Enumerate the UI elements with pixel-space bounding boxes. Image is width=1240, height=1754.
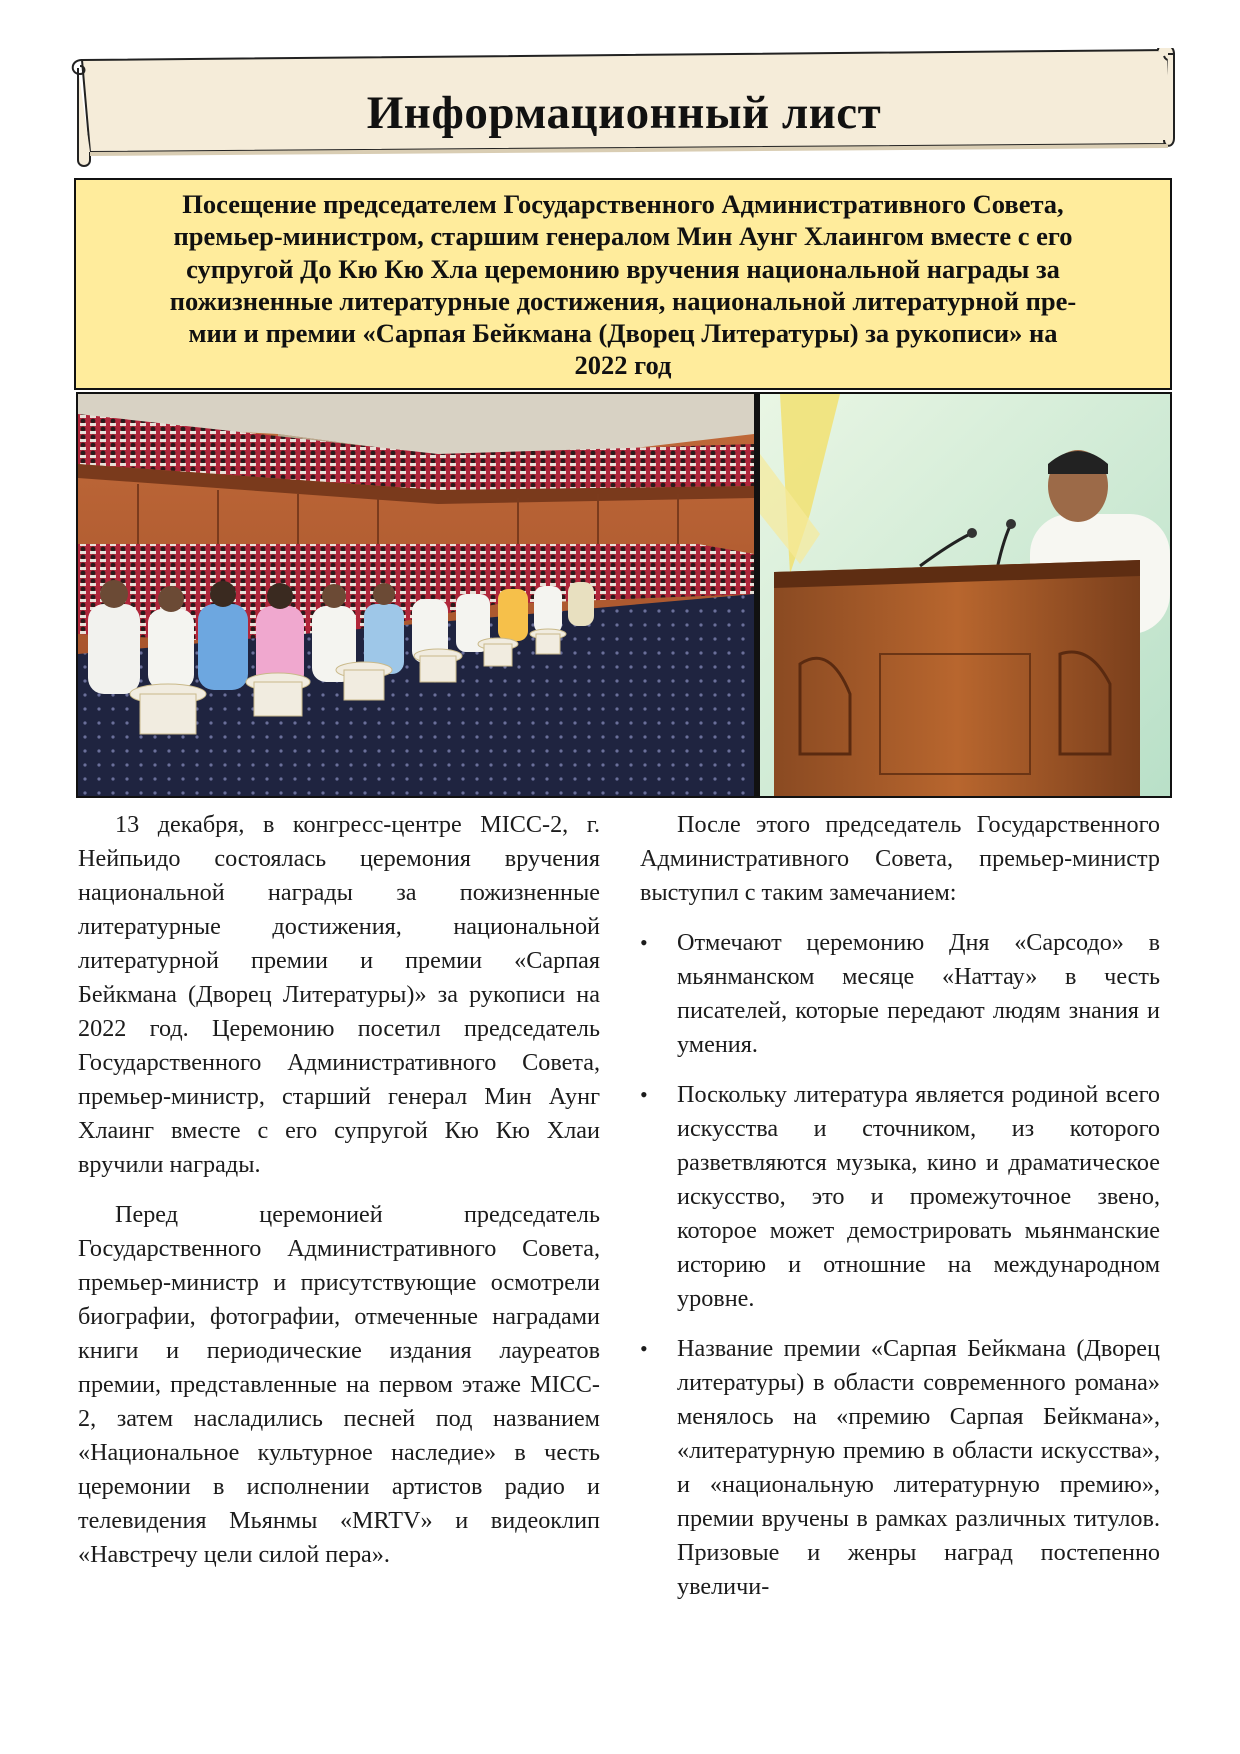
list-item [640,926,1160,1062]
article-left-column [78,808,600,1588]
list-item-text: Поскольку литература является родиной всего искусства и сточником, из которого разветвляются музыка, кино и драматическое искусство, это и промежуточное звено, которое может демострировать мьянманские историю и отношние на международном уровне. [677,1081,1160,1312]
bullet-icon: • [640,1082,648,1107]
speaker-podium-photo [760,394,1170,796]
headline-box [74,178,1172,390]
headline-line: 2022 год [574,350,672,381]
list-item-text: Название премии «Сарпая Бейкмана (Дворец литературы) в области современного романа» менялось на «премию Сарпая Бейкмана», «литературную премию в области искусства», и «национальную литературную премию», премии вручены в рамках различных титулов. Призовые и женры наград постепенно увеличи- [677,1335,1160,1600]
article-right-column [640,808,1160,1620]
list-item [640,1078,1160,1316]
title-banner [68,48,1180,168]
remarks-list [640,926,1160,1604]
article-paragraph: После этого председатель Государственного Административного Совета, премьер-министр выступил с таким замечанием: [640,811,1160,906]
bullet-icon: • [640,1336,648,1361]
page-title: Информационный лист [366,87,882,139]
ceremony-hall-photo [78,394,754,796]
headline-line: мии и премии «Сарпая Бейкмана (Дворец Литературы) за рукописи» на [188,318,1058,349]
list-item [640,1332,1160,1604]
list-item-text: Отмечают церемонию Дня «Сарсодо» в мьянманском месяце «Наттау» в честь писателей, которые передают людям знания и умения. [677,929,1160,1058]
article-paragraph: Перед церемонией председатель Государственного Административного Совета, премьер-министр и присутствующие осмотрели биографии, фотографии, отмеченные наградами книги и периодические издания лауреатов премии, представленные на первом этаже MICC-2, затем насладились песней под названием «Национальное культурное наследие» в честь церемонии в исполнении артистов радио и телевидения Мьянмы «MRTV» и видеоклип «Навстречу цели силой пера». [78,1201,600,1568]
headline-line: Посещение председателем Государственного Административного Совета, [182,189,1064,219]
headline-line: пожизненные литературные достижения, национальной литературной пре- [169,285,1077,316]
headline-line: премьер-министром, старшим генералом Мин Аунг Хлаингом вместе с его [173,221,1073,252]
article-paragraph: 13 декабря, в конгресс-центре MICC-2, г. Нейпьидо состоялась церемония вручения национальной награды за пожизненные литературные достижения, национальной литературной премии и премии «Сарпая Бейкмана (Дворец Литературы)» за рукописи на 2022 год. Церемонию посетил председатель Государственного Административного Совета, премьер-министр, старший генерал Мин Аунг Хлаинг вместе с его супругой Кю Кю Хлаи вручили награды. [78,811,600,1178]
bullet-icon: • [640,930,648,955]
photo-strip [76,392,1172,798]
headline-line: супругой До Кю Кю Хла церемонию вручения национальной награды за [186,253,1060,284]
